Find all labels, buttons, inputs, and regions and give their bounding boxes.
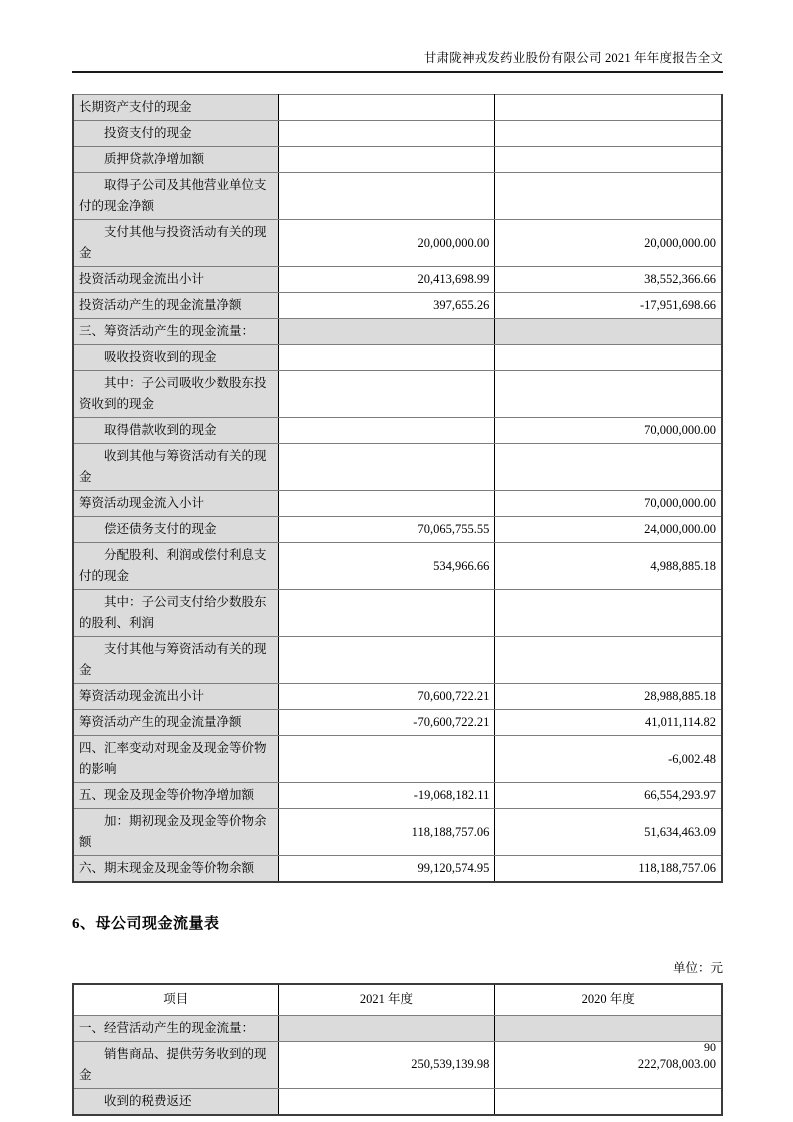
row-label: 加：期初现金及现金等价物余额 bbox=[73, 809, 278, 856]
value-2021 bbox=[278, 444, 495, 491]
value-2020 bbox=[495, 95, 722, 121]
value-2020: 41,011,114.82 bbox=[495, 710, 722, 736]
value-2021 bbox=[278, 491, 495, 517]
row-label: 长期资产支付的现金 bbox=[73, 95, 278, 121]
table-row bbox=[73, 1088, 722, 1115]
row-label: 支付其他与投资活动有关的现金 bbox=[73, 220, 278, 267]
row-label: 五、现金及现金等价物净增加额 bbox=[73, 783, 278, 809]
page-content bbox=[72, 0, 723, 1116]
value-2020 bbox=[495, 345, 722, 371]
table-row bbox=[73, 147, 722, 173]
value-2021: 70,600,722.21 bbox=[278, 684, 495, 710]
value-2021 bbox=[278, 319, 495, 345]
value-2021: 70,065,755.55 bbox=[278, 517, 495, 543]
value-2021 bbox=[278, 418, 495, 444]
value-2020: 20,000,000.00 bbox=[495, 220, 722, 267]
row-label: 质押贷款净增加额 bbox=[73, 147, 278, 173]
value-2020: 4,988,885.18 bbox=[495, 543, 722, 590]
table-row bbox=[73, 267, 722, 293]
value-2021: 534,966.66 bbox=[278, 543, 495, 590]
value-2020 bbox=[495, 371, 722, 418]
table-row bbox=[73, 444, 722, 491]
table-row bbox=[73, 371, 722, 418]
value-2020: 70,000,000.00 bbox=[495, 491, 722, 517]
table-header-row bbox=[73, 984, 722, 1015]
row-label: 其中：子公司支付给少数股东的股利、利润 bbox=[73, 590, 278, 637]
row-label: 吸收投资收到的现金 bbox=[73, 345, 278, 371]
value-2021 bbox=[278, 1088, 495, 1115]
table-row bbox=[73, 710, 722, 736]
unit-label: 单位：元 bbox=[672, 961, 723, 975]
row-label: 支付其他与筹资活动有关的现金 bbox=[73, 637, 278, 684]
row-label: 筹资活动现金流入小计 bbox=[73, 491, 278, 517]
row-label: 偿还债务支付的现金 bbox=[73, 517, 278, 543]
value-2020: 222,708,003.00 bbox=[495, 1041, 722, 1088]
table-row bbox=[73, 1015, 722, 1041]
value-2021: 20,413,698.99 bbox=[278, 267, 495, 293]
column-header: 2020 年度 bbox=[495, 984, 722, 1015]
row-label: 分配股利、利润或偿付利息支付的现金 bbox=[73, 543, 278, 590]
value-2021: 20,000,000.00 bbox=[278, 220, 495, 267]
consolidated-cash-flow-table bbox=[72, 94, 723, 883]
row-label: 收到其他与筹资活动有关的现金 bbox=[73, 444, 278, 491]
row-label: 四、汇率变动对现金及现金等价物的影响 bbox=[73, 736, 278, 783]
table-row bbox=[73, 736, 722, 783]
value-2021: 397,655.26 bbox=[278, 293, 495, 319]
parent-company-cash-flow-table bbox=[72, 983, 723, 1116]
value-2021 bbox=[278, 590, 495, 637]
section-heading: 6、母公司现金流量表 bbox=[72, 916, 220, 932]
value-2021: 118,188,757.06 bbox=[278, 809, 495, 856]
column-header: 项目 bbox=[73, 984, 278, 1015]
row-label: 一、经营活动产生的现金流量： bbox=[73, 1015, 278, 1041]
table-row bbox=[73, 345, 722, 371]
value-2020 bbox=[495, 1088, 722, 1115]
table-row bbox=[73, 517, 722, 543]
value-2020: 70,000,000.00 bbox=[495, 418, 722, 444]
consolidated-cash-flow-table-body bbox=[73, 95, 722, 883]
value-2021 bbox=[278, 95, 495, 121]
row-label: 销售商品、提供劳务收到的现金 bbox=[73, 1041, 278, 1088]
value-2020: 51,634,463.09 bbox=[495, 809, 722, 856]
row-label: 三、筹资活动产生的现金流量： bbox=[73, 319, 278, 345]
value-2020 bbox=[495, 173, 722, 220]
value-2020: 66,554,293.97 bbox=[495, 783, 722, 809]
table-row bbox=[73, 418, 722, 444]
row-label: 收到的税费返还 bbox=[73, 1088, 278, 1115]
row-label: 其中：子公司吸收少数股东投资收到的现金 bbox=[73, 371, 278, 418]
table-row bbox=[73, 856, 722, 883]
table-row bbox=[73, 809, 722, 856]
value-2020: 38,552,366.66 bbox=[495, 267, 722, 293]
value-2021 bbox=[278, 121, 495, 147]
table-row bbox=[73, 543, 722, 590]
value-2021 bbox=[278, 637, 495, 684]
row-label: 投资支付的现金 bbox=[73, 121, 278, 147]
value-2021: -19,068,182.11 bbox=[278, 783, 495, 809]
table-row bbox=[73, 121, 722, 147]
table-row bbox=[73, 220, 722, 267]
table-row bbox=[73, 491, 722, 517]
value-2020 bbox=[495, 121, 722, 147]
row-label: 筹资活动产生的现金流量净额 bbox=[73, 710, 278, 736]
value-2021: -70,600,722.21 bbox=[278, 710, 495, 736]
row-label: 筹资活动现金流出小计 bbox=[73, 684, 278, 710]
report-header-title: 甘肃陇神戎发药业股份有限公司 2021 年年度报告全文 bbox=[423, 51, 723, 65]
row-label: 取得子公司及其他营业单位支付的现金净额 bbox=[73, 173, 278, 220]
table-row bbox=[73, 783, 722, 809]
table-row bbox=[73, 637, 722, 684]
parent-company-cash-flow-table-body bbox=[73, 1015, 722, 1115]
value-2020 bbox=[495, 637, 722, 684]
table-row bbox=[73, 173, 722, 220]
table-row bbox=[73, 95, 722, 121]
value-2020 bbox=[495, 319, 722, 345]
value-2021 bbox=[278, 1015, 495, 1041]
column-header: 2021 年度 bbox=[278, 984, 495, 1015]
value-2021 bbox=[278, 736, 495, 783]
table-row bbox=[73, 293, 722, 319]
header-divider bbox=[72, 71, 723, 73]
value-2020: -6,002.48 bbox=[495, 736, 722, 783]
row-label: 取得借款收到的现金 bbox=[73, 418, 278, 444]
value-2020 bbox=[495, 147, 722, 173]
table-row bbox=[73, 1041, 722, 1088]
value-2021 bbox=[278, 147, 495, 173]
value-2021: 250,539,139.98 bbox=[278, 1041, 495, 1088]
value-2020: 24,000,000.00 bbox=[495, 517, 722, 543]
row-label: 六、期末现金及现金等价物余额 bbox=[73, 856, 278, 883]
value-2021 bbox=[278, 173, 495, 220]
value-2020: 28,988,885.18 bbox=[495, 684, 722, 710]
value-2021 bbox=[278, 345, 495, 371]
value-2021: 99,120,574.95 bbox=[278, 856, 495, 883]
row-label: 投资活动现金流出小计 bbox=[73, 267, 278, 293]
value-2020: 118,188,757.06 bbox=[495, 856, 722, 883]
value-2020 bbox=[495, 1015, 722, 1041]
value-2020: -17,951,698.66 bbox=[495, 293, 722, 319]
value-2021 bbox=[278, 371, 495, 418]
value-2020 bbox=[495, 444, 722, 491]
page-number: 90 bbox=[704, 1040, 716, 1054]
table-row bbox=[73, 590, 722, 637]
row-label: 投资活动产生的现金流量净额 bbox=[73, 293, 278, 319]
table-row bbox=[73, 684, 722, 710]
value-2020 bbox=[495, 590, 722, 637]
table-row bbox=[73, 319, 722, 345]
